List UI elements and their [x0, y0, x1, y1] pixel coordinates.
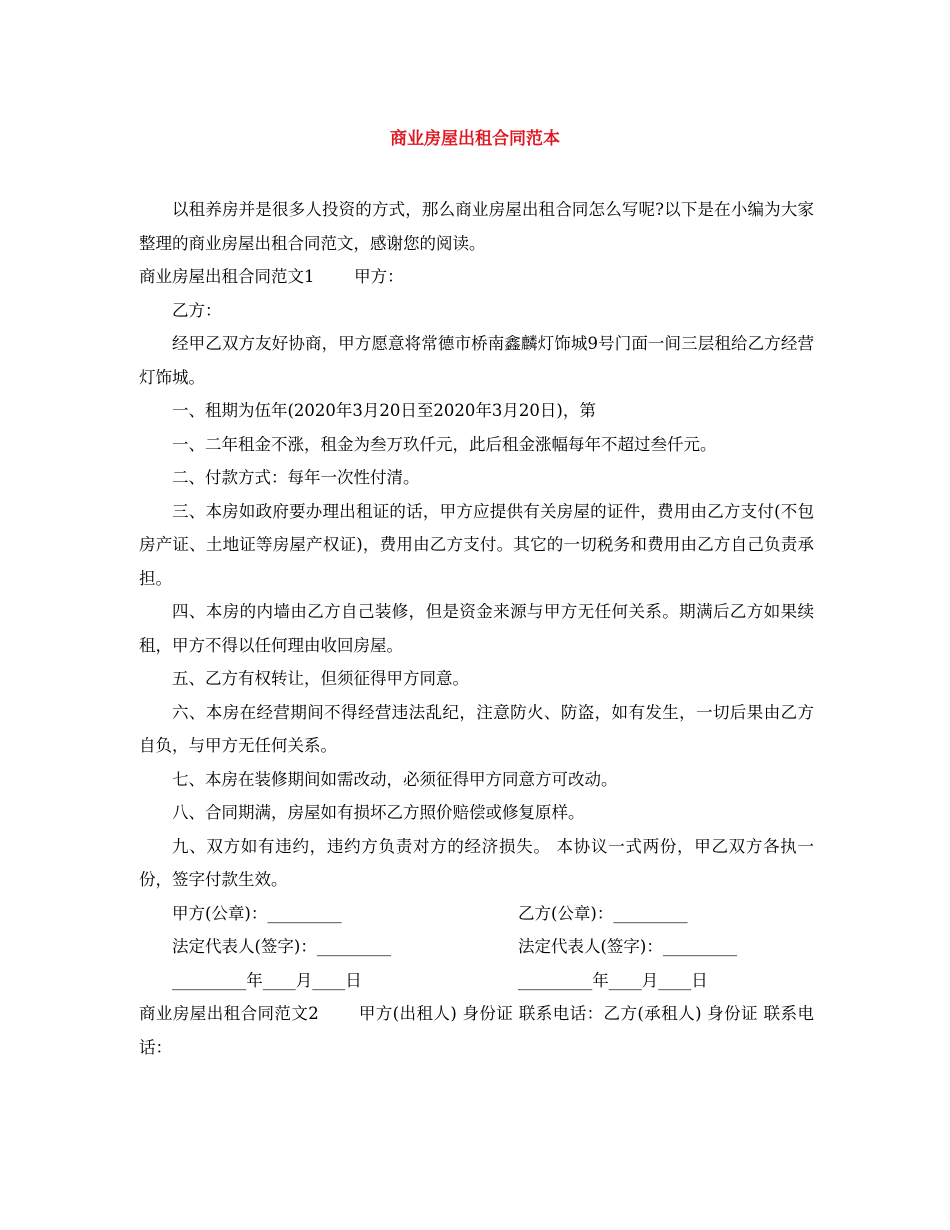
signature-date-row [139, 964, 814, 998]
party-b-label: 乙方： [172, 300, 222, 320]
party-a-label: 甲方： [354, 267, 404, 286]
clause-paragraph: 六、本房在经营期间不得经营违法乱纪，注意防火、防盗，如有发生，一切后果由乙方自负，与甲方无任何关系。 [139, 702, 814, 755]
intro-paragraph: 以租养房并是很多人投资的方式，那么商业房屋出租合同怎么写呢?以下是在小编为大家整理的商业房屋出租合同范文，感谢您的阅读。 [139, 200, 814, 253]
clause-paragraph: 八、合同期满，房屋如有损坏乙方照价赔偿或修复原样。 [172, 803, 585, 822]
clause-paragraph: 一、租期为伍年(2020年3月20日至2020年3月20日)，第 [172, 401, 596, 420]
sample2-heading: 商业房屋出租合同范文2 [139, 1004, 319, 1023]
party-b-rep-line: 法定代表人(签字)：_________ [518, 937, 738, 956]
party-a-rep-line: 法定代表人(签字)：_________ [172, 937, 392, 956]
party-b-date-line: _________年____月____日 [518, 970, 708, 990]
clause-paragraph: 七、本房在装修期间如需改动，必须征得甲方同意方可改动。 [172, 769, 618, 789]
clause-paragraph: 三、本房如政府要办理出租证的话，甲方应提供有关房屋的证件，费用由乙方支付(不包房产证、土地证等房屋产权证)，费用由乙方支付。其它的一切税务和费用由乙方自己负责承担。 [139, 501, 814, 588]
clause-paragraph: 二、付款方式：每年一次性付清。 [172, 468, 420, 487]
sample2-paragraph [139, 997, 814, 1064]
clause-paragraph: 四、本房的内墙由乙方自己装修，但是资金来源与甲方无任何关系。期满后乙方如果续租，甲方不得以任何理由收回房屋。 [139, 602, 814, 655]
sample1-heading-line [139, 260, 814, 294]
clause-paragraph: 九、双方如有违约，违约方负责对方的经济损失。 本协议一式两份，甲乙双方各执一份，签字付款生效。 [139, 836, 814, 889]
party-a-date-line: _________年____月____日 [172, 970, 362, 990]
document-title: 商业房屋出租合同范本 [390, 129, 560, 149]
party-b-seal-line: 乙方(公章)：_________ [518, 903, 688, 923]
document-body [139, 193, 814, 1064]
signature-seal-row [139, 897, 814, 931]
clause-paragraph: 一、二年租金不涨，租金为叁万玖仟元，此后租金涨幅每年不超过叁仟元。 [172, 434, 717, 454]
clause-paragraph: 五、乙方有权转让，但须征得甲方同意。 [172, 669, 469, 688]
signature-rep-row [139, 930, 814, 964]
party-a-seal-line: 甲方(公章)：_________ [172, 903, 342, 923]
clause-paragraph: 经甲乙双方友好协商，甲方愿意将常德市桥南鑫麟灯饰城9号门面一间三层租给乙方经营灯饰城。 [139, 334, 814, 387]
sample2-text: 甲方(出租人) 身份证 联系电话：乙方(承租人) 身份证 联系电话： [139, 1004, 814, 1057]
sample1-heading: 商业房屋出租合同范文1 [139, 267, 315, 286]
